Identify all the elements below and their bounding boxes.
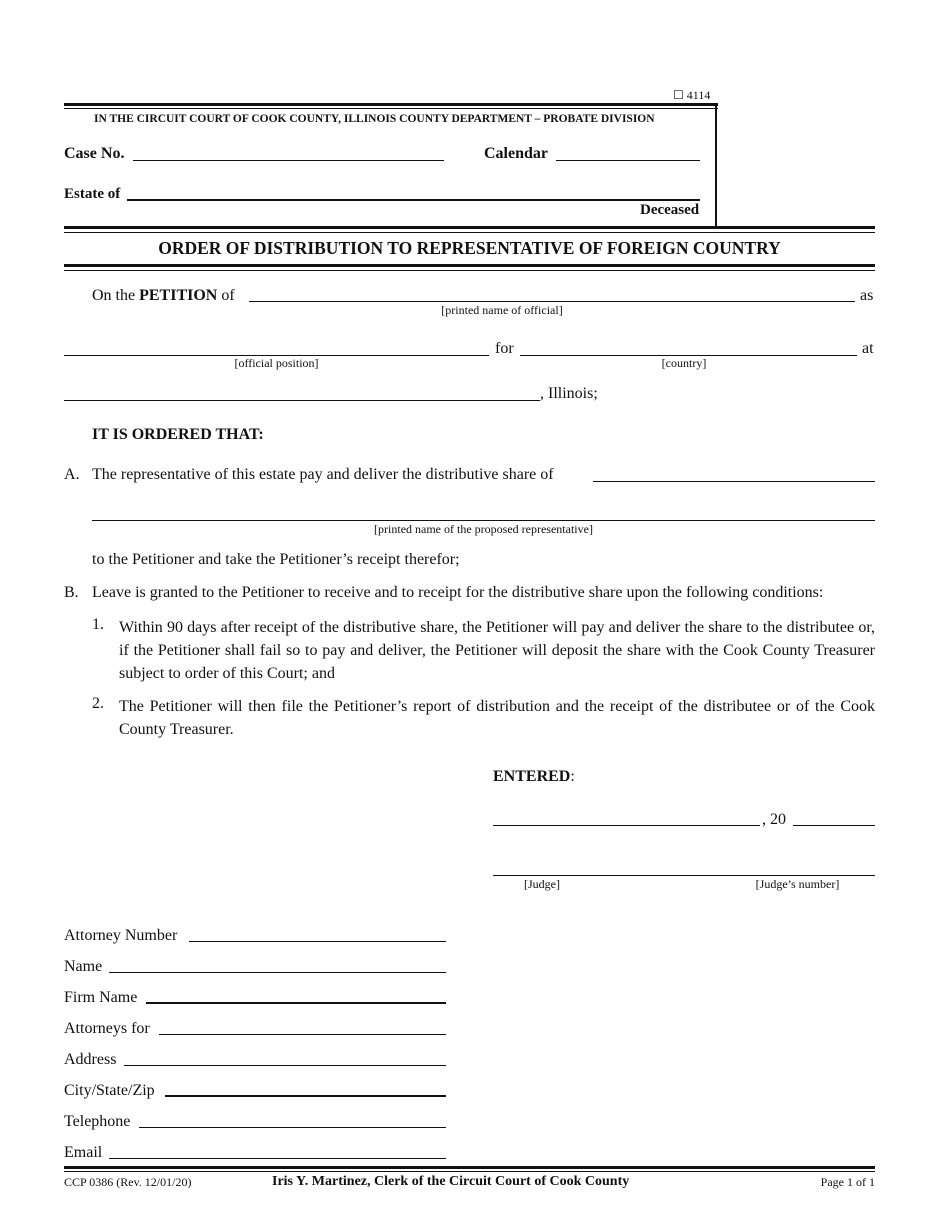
condition-2-number: 2. [92,695,104,712]
footer-rule-thin [64,1171,875,1172]
title-bottom-rule-thin [64,270,875,271]
entered-year-prefix: , 20 [762,811,786,828]
estate-of-field[interactable] [127,199,700,201]
header-right-rule [715,106,717,226]
judge-signature-field[interactable] [493,875,875,876]
email-field[interactable] [109,1158,446,1159]
footer-clerk: Iris Y. Martinez, Clerk of the Circuit Court of Cook County [272,1174,630,1189]
title-top-rule-thin [64,232,875,233]
representative-name-field[interactable] [92,520,875,521]
title-bottom-rule [64,264,875,267]
header-top-rule-thin [64,108,718,109]
footer-form-code: CCP 0386 (Rev. 12/01/20) [64,1175,192,1189]
city-field[interactable] [64,400,540,401]
item-b-letter: B. [64,584,79,601]
telephone-field[interactable] [139,1127,446,1128]
calendar-label: Calendar [484,145,548,162]
item-a-text: The representative of this estate pay and deliver the distributive share of [92,466,554,483]
petition-at: at [862,340,874,357]
page-title: ORDER OF DISTRIBUTION TO REPRESENTATIVE OF FOREIGN COUNTRY [158,238,781,258]
condition-1-number: 1. [92,616,104,633]
item-b-text: Leave is granted to the Petitioner to receive and to receipt for the distributive share upon the following conditions: [92,584,824,601]
judge-number-caption: [Judge’s number] [755,877,840,891]
petition-for: for [495,340,514,357]
judge-caption: [Judge] [524,877,560,891]
telephone-label: Telephone [64,1113,131,1130]
entered-year-field[interactable] [793,825,875,826]
estate-of-label: Estate of [64,186,121,202]
footer-rule [64,1166,875,1169]
petition-of: of [221,287,235,304]
petition-as: as [860,287,874,304]
attorney-number-label: Attorney Number [64,927,178,944]
deceased-label: Deceased [640,202,700,218]
city-state-zip-label: City/State/Zip [64,1082,155,1099]
item-a-continuation: to the Petitioner and take the Petitioner’s receipt therefor; [92,551,460,568]
court-heading: IN THE CIRCUIT COURT OF COOK COUNTY, ILLINOIS COUNTY DEPARTMENT – PROBATE DIVISION [94,113,655,125]
address-label: Address [64,1051,117,1068]
title-top-rule [64,226,875,229]
entered-colon: : [570,768,575,785]
email-label: Email [64,1144,103,1161]
official-position-caption: [official position] [234,356,319,370]
item-a-letter: A. [64,466,80,483]
name-field[interactable] [109,972,446,973]
entered-label [493,768,575,786]
name-label: Name [64,958,103,975]
illinois-text: , Illinois; [540,385,598,402]
attorney-number-field[interactable] [189,941,446,942]
firm-name-label: Firm Name [64,989,138,1006]
calendar-field[interactable] [556,160,700,161]
attorneys-for-field[interactable] [159,1034,446,1035]
case-no-label: Case No. [64,145,125,162]
entered-date-field[interactable] [493,825,760,826]
distributive-share-field[interactable] [593,481,875,482]
official-name-field[interactable] [249,301,855,302]
country-caption: [country] [661,356,707,370]
footer-page: Page 1 of 1 [820,1175,875,1189]
petition-prefix: On the [92,287,136,304]
petition-bold: PETITION [139,287,218,304]
city-state-zip-field[interactable] [165,1095,446,1097]
form-number: ☐ 4114 [673,88,711,102]
petition-intro [92,287,235,305]
official-name-caption: [printed name of official] [441,303,563,317]
condition-1-text: Within 90 days after receipt of the distributive share, the Petitioner will pay and deliver the share to the distributee or, if the Petitioner shall fail so to pay and deliver, the Petitioner will deposit the share with the Cook County Treasurer subject to order of this Court; and [119,619,875,682]
ordered-heading: IT IS ORDERED THAT: [92,426,264,443]
address-field[interactable] [124,1065,446,1066]
case-no-field[interactable] [133,160,444,161]
attorneys-for-label: Attorneys for [64,1020,150,1037]
firm-name-field[interactable] [146,1002,446,1004]
condition-2-text: The Petitioner will then file the Petitioner’s report of distribution and the receipt of the distributee or of the Cook County Treasurer. [119,698,875,738]
header-top-rule [64,103,718,106]
entered-bold: ENTERED [493,768,571,785]
representative-name-caption: [printed name of the proposed representative] [374,522,593,536]
